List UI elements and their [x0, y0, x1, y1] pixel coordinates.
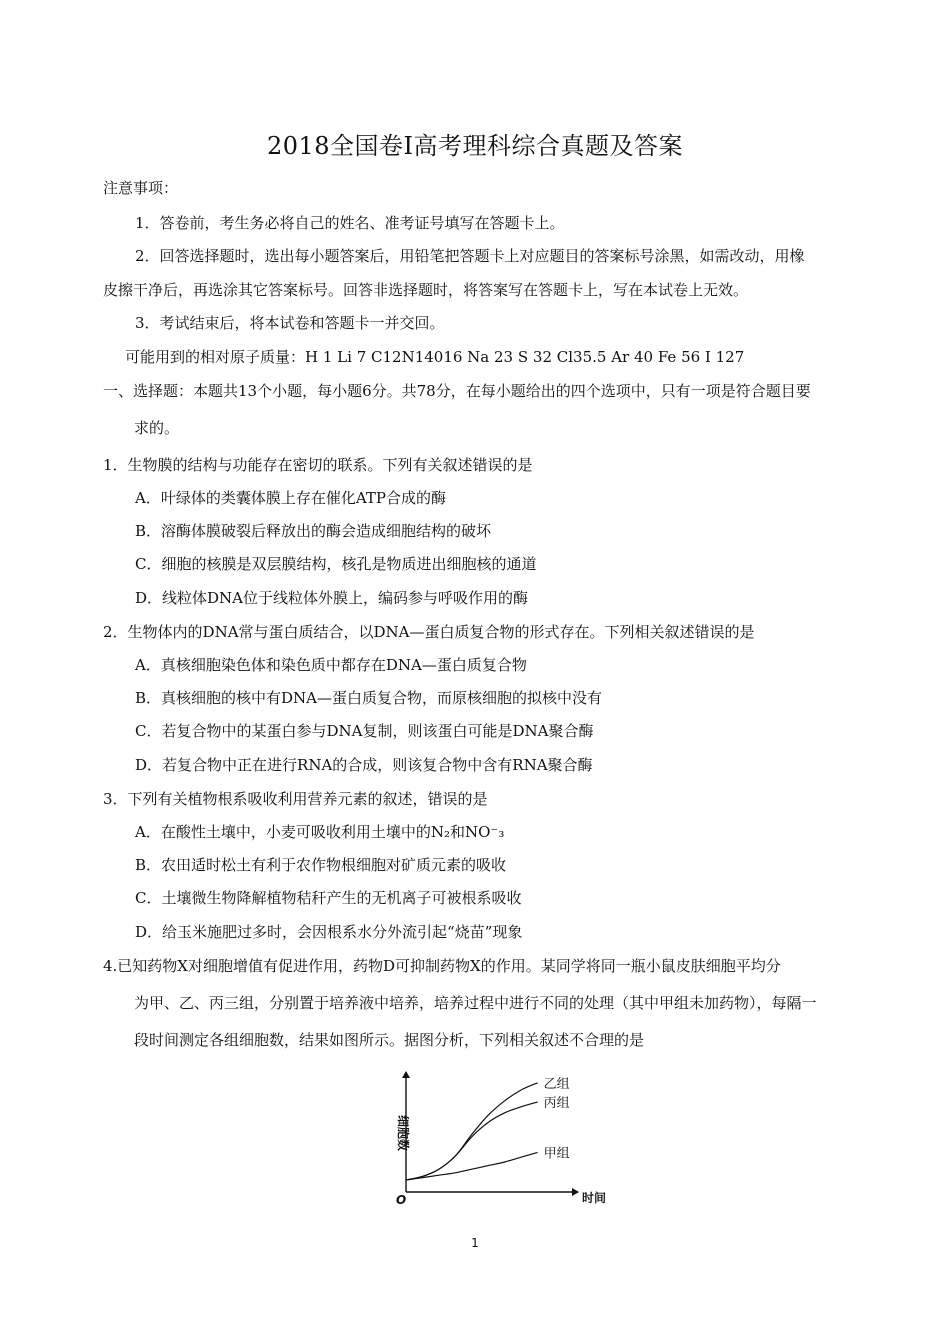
question-2-option-b: B．真核细胞的核中有DNA—蛋白质复合物，而原核细胞的拟核中没有: [135, 689, 603, 707]
notice-item-1: 1．答卷前，考生务必将自己的姓名、准考证号填写在答题卡上。: [135, 214, 565, 232]
question-1-option-b: B．溶酶体膜破裂后释放出的酶会造成细胞结构的破坏: [135, 522, 492, 540]
question-1-stem: 1．生物膜的结构与功能存在密切的联系。下列有关叙述错误的是: [103, 456, 533, 474]
question-3-option-a: A．在酸性土壤中，小麦可吸收利用土壤中的N₂和NO⁻₃: [135, 823, 505, 841]
y-axis-label: 细胞数: [396, 1115, 410, 1152]
series-line-2: [406, 1102, 538, 1180]
question-3-option-c: C．土壤微生物降解植物秸秆产生的无机离子可被根系吸收: [135, 889, 522, 907]
series-layer: [406, 1077, 570, 1180]
series-label-2: 丙组: [543, 1096, 570, 1111]
question-4-stem-line-2: 为甲、乙、丙三组，分别置于培养液中培养，培养过程中进行不同的处理（其中甲组未加药物），每隔一: [134, 994, 817, 1012]
series-label-1: 乙组: [543, 1076, 570, 1092]
question-3-option-d: D．给玉米施肥过多时，会因根系水分外流引起“烧苗”现象: [135, 923, 523, 941]
question-1-option-c: C．细胞的核膜是双层膜结构，核孔是物质进出细胞核的通道: [135, 555, 537, 573]
section-heading-continued: 求的。: [134, 419, 180, 437]
question-2-option-c: C．若复合物中的某蛋白参与DNA复制，则该蛋白可能是DNA聚合酶: [135, 722, 594, 740]
cell-growth-chart: [366, 1068, 626, 1208]
origin-label: O: [396, 1193, 407, 1207]
question-2-option-a: A．真核细胞染色体和染色质中都存在DNA—蛋白质复合物: [135, 656, 527, 674]
series-label-3: 甲组: [543, 1146, 570, 1162]
page-number: 1: [471, 1236, 479, 1250]
page-title: 2018全国卷Ⅰ高考理科综合真题及答案: [266, 132, 684, 160]
atomic-mass-line: 可能用到的相对原子质量：H 1 Li 7 C12N14016 Na 23 S 32 Cl35.5 Ar 40 Fe 56 I 127: [125, 348, 745, 366]
question-1-option-d: D．线粒体DNA位于线粒体外膜上，编码参与呼吸作用的酶: [135, 589, 529, 607]
question-4-stem-line-3: 段时间测定各组细胞数，结果如图所示。据图分析，下列相关叙述不合理的是: [134, 1031, 645, 1049]
chart-svg: [366, 1068, 626, 1208]
question-2-option-d: D．若复合物中正在进行RNA的合成，则该复合物中含有RNA聚合酶: [135, 756, 593, 774]
section-heading: 一、选择题：本题共13个小题，每小题6分。共78分，在每小题给出的四个选项中，只有一项是符合题目要: [103, 382, 811, 400]
question-1-option-a: A．叶绿体的类囊体膜上存在催化ATP合成的酶: [135, 489, 446, 507]
notice-item-2: 2．回答选择题时，选出每小题答案后，用铅笔把答题卡上对应题目的答案标号涂黑，如需改动，用橡: [135, 247, 805, 265]
notice-item-3: 3．考试结束后，将本试卷和答题卡一并交回。: [135, 314, 445, 332]
question-4-stem: 4.已知药物X对细胞增值有促进作用，药物D可抑制药物X的作用。某同学将同一瓶小鼠皮肤细胞平均分: [103, 957, 781, 975]
question-3-stem: 3．下列有关植物根系吸收利用营养元素的叙述，错误的是: [103, 790, 488, 808]
series-line-1: [406, 1083, 538, 1180]
notice-heading: 注意事项：: [103, 179, 179, 197]
question-3-option-b: B．农田适时松土有利于农作物根细胞对矿质元素的吸收: [135, 856, 507, 874]
notice-item-2-continued: 皮擦干净后，再选涂其它答案标号。回答非选择题时，将答案写在答题卡上，写在本试卷上无效。: [103, 281, 749, 299]
x-axis-label: 时间: [582, 1191, 607, 1205]
question-2-stem: 2．生物体内的DNA常与蛋白质结合，以DNA—蛋白质复合物的形式存在。下列相关叙述错误的是: [103, 623, 755, 641]
